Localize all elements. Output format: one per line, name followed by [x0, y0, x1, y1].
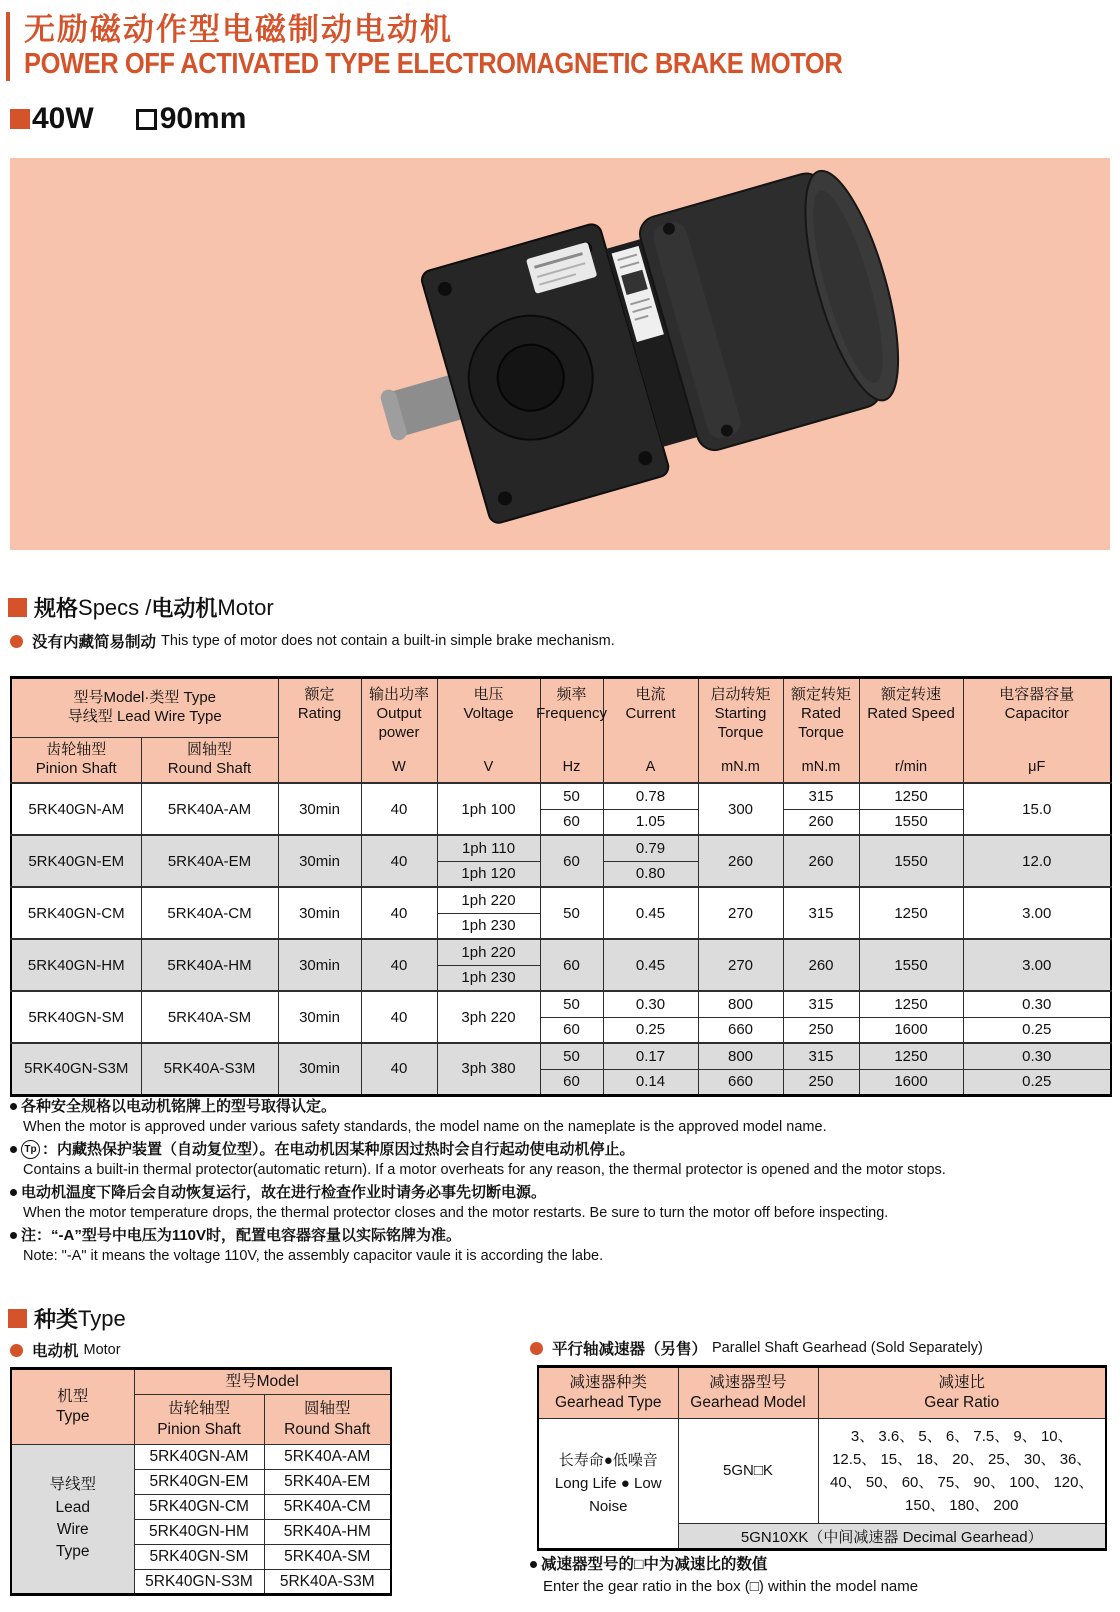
- cell-rating: 30min: [278, 783, 361, 835]
- page-title-block: [6, 12, 954, 81]
- cell-current: 0.25: [603, 1017, 698, 1043]
- spec-col-frequency: 频率 Frequency Hz: [540, 678, 603, 784]
- spec-row: [11, 991, 1111, 1017]
- cell-speed: 1250: [859, 991, 963, 1017]
- cell-cap: 15.0: [963, 783, 1111, 835]
- bullet-icon: [10, 1344, 23, 1357]
- orange-square-icon: [8, 598, 27, 617]
- cell-current: 1.05: [603, 809, 698, 835]
- spec-col-voltage: 电压 Voltage V: [437, 678, 540, 784]
- spec-row: [11, 783, 1111, 809]
- gearhead-row: [538, 1419, 1106, 1524]
- note-bullet-icon: [10, 1146, 17, 1153]
- cell-freq: 60: [540, 809, 603, 835]
- page-title-en: POWER OFF ACTIVATED TYPE ELECTROMAGNETIC BRAKE MOTOR: [24, 47, 843, 80]
- cell-rated: 260: [783, 809, 859, 835]
- specs-bullet-en: This type of motor does not contain a built-in simple brake mechanism.: [161, 633, 615, 649]
- type-col-machine: 机型 Type: [11, 1369, 134, 1445]
- cell-rating: 30min: [278, 887, 361, 939]
- cell-current: 0.78: [603, 783, 698, 809]
- motor-bullet-cn: 电动机: [32, 1343, 79, 1360]
- cell-round: 5RK40A-CM: [141, 887, 278, 939]
- frame-size-label: 90mm: [159, 102, 247, 135]
- cell-pinion: 5RK40GN-EM: [134, 1470, 264, 1495]
- note-bullet-icon: [10, 1189, 17, 1196]
- cell-pinion: 5RK40GN-CM: [11, 887, 141, 939]
- cell-voltage: 1ph 220: [437, 887, 540, 913]
- cell-speed: 1600: [859, 1069, 963, 1095]
- gear-ratio-cell: 3、 3.6、 5、 6、 7.5、 9、 10、 12.5、 15、 18、 20、 25、 30、 36、 40、 50、 60、 75、 90、 100、 120、 150、 180、 200: [818, 1419, 1106, 1524]
- type-heading-en: Type: [78, 1305, 126, 1331]
- cell-power: 40: [361, 783, 437, 835]
- spec-col-rating: 额定 Rating: [278, 678, 361, 784]
- cell-rated: 315: [783, 783, 859, 809]
- cell-starting: 270: [698, 939, 783, 991]
- motor-product-image: [10, 158, 1110, 550]
- open-square-icon: [136, 109, 157, 130]
- cell-freq: 60: [540, 1069, 603, 1095]
- cell-cap: 12.0: [963, 835, 1111, 887]
- type-heading-cn: 种类: [34, 1307, 79, 1332]
- cell-round: 5RK40A-S3M: [264, 1570, 391, 1595]
- motor-bullet-en: Motor: [83, 1342, 121, 1358]
- specs-table: [10, 676, 1112, 1097]
- cell-starting: 660: [698, 1069, 783, 1095]
- cell-pinion: 5RK40GN-CM: [134, 1495, 264, 1520]
- specs-heading-cn2: 电动机: [151, 596, 218, 621]
- specs-notes: [10, 1096, 1110, 1268]
- cell-freq: 50: [540, 1043, 603, 1069]
- note-en-text: Note: "-A" it means the voltage 110V, the assembly capacitor vaule it is according the labe.: [23, 1248, 604, 1264]
- cell-pinion: 5RK40GN-EM: [11, 835, 141, 887]
- cell-power: 40: [361, 939, 437, 991]
- cell-current: 0.17: [603, 1043, 698, 1069]
- spec-col-rated-speed: 额定转速 Rated Speed r/min: [859, 678, 963, 784]
- type-subcol-round: 圆轴型 Round Shaft: [264, 1395, 391, 1445]
- spec-subcol-pinion: 齿轮轴型 Pinion Shaft: [11, 737, 141, 783]
- note-bullet-icon: [530, 1561, 537, 1568]
- note-bullet-icon: [10, 1103, 17, 1110]
- cell-pinion: 5RK40GN-HM: [11, 939, 141, 991]
- cell-cap: 0.30: [963, 991, 1111, 1017]
- spec-col-output: 输出功率 Output power W: [361, 678, 437, 784]
- specs-heading-en: Motor: [217, 594, 274, 620]
- cell-round: 5RK40A-CM: [264, 1495, 391, 1520]
- cell-power: 40: [361, 887, 437, 939]
- spec-col-current: 电流 Current A: [603, 678, 698, 784]
- cell-starting: 660: [698, 1017, 783, 1043]
- specs-bullet-cn: 没有内藏简易制动: [32, 634, 157, 651]
- type-row: [11, 1445, 391, 1470]
- cell-voltage: 1ph 100: [437, 783, 540, 835]
- gearhead-type-cell: 长寿命●低噪音 Long Life ● Low Noise: [538, 1419, 678, 1550]
- cell-voltage: 1ph 220: [437, 939, 540, 965]
- cell-cap: 0.30: [963, 1043, 1111, 1069]
- cell-starting: 260: [698, 835, 783, 887]
- model-group-line1: 型号Model·类型 Type: [73, 689, 217, 707]
- cell-speed: 1550: [859, 939, 963, 991]
- cell-round: 5RK40A-SM: [264, 1545, 391, 1570]
- gearhead-col-model: 减速器型号 Gearhead Model: [678, 1367, 818, 1419]
- cell-freq: 50: [540, 991, 603, 1017]
- cell-rated: 250: [783, 1069, 859, 1095]
- cell-round: 5RK40A-HM: [141, 939, 278, 991]
- gearhead-bullet-cn: 平行轴减速器（另售）: [552, 1341, 708, 1358]
- size-line: [10, 102, 246, 136]
- cell-cap: 3.00: [963, 887, 1111, 939]
- specs-section-heading: [8, 592, 274, 623]
- type-section-heading: [8, 1303, 126, 1334]
- cell-round: 5RK40A-S3M: [141, 1043, 278, 1095]
- cell-round: 5RK40A-SM: [141, 991, 278, 1043]
- cell-pinion: 5RK40GN-SM: [11, 991, 141, 1043]
- type-subcol-pinion: 齿轮轴型 Pinion Shaft: [134, 1395, 264, 1445]
- decimal-gearhead-cell: 5GN10XK（中间减速器 Decimal Gearhead）: [678, 1524, 1106, 1550]
- cell-round: 5RK40A-EM: [141, 835, 278, 887]
- cell-freq: 50: [540, 887, 603, 939]
- cell-freq: 60: [540, 835, 603, 887]
- spec-subcol-round: 圆轴型 Round Shaft: [141, 737, 278, 783]
- note: [10, 1182, 1110, 1224]
- orange-square-icon: [10, 109, 30, 129]
- note-cn-text: 电动机温度下降后会自动恢复运行，故在进行检查作业时请务必事先切断电源。: [21, 1184, 547, 1201]
- cell-voltage: 1ph 230: [437, 913, 540, 939]
- cell-freq: 50: [540, 783, 603, 809]
- cell-voltage: 1ph 120: [437, 861, 540, 887]
- cell-pinion: 5RK40GN-AM: [134, 1445, 264, 1470]
- specs-bullet-line: [10, 630, 615, 652]
- cell-speed: 1250: [859, 783, 963, 809]
- cell-speed: 1600: [859, 1017, 963, 1043]
- spec-col-starting-torque: 启动转矩 Starting Torque mN.m: [698, 678, 783, 784]
- cell-voltage: 3ph 220: [437, 991, 540, 1043]
- cell-rating: 30min: [278, 1043, 361, 1095]
- specs-heading-cn: 规格: [34, 596, 79, 621]
- note: [10, 1096, 1110, 1138]
- cell-round: 5RK40A-AM: [264, 1445, 391, 1470]
- cell-speed: 1550: [859, 809, 963, 835]
- spec-row: [11, 887, 1111, 913]
- spec-row: [11, 939, 1111, 965]
- cell-speed: 1250: [859, 887, 963, 939]
- spec-row: [11, 1043, 1111, 1069]
- note: [10, 1139, 1110, 1181]
- cell-speed: 1550: [859, 835, 963, 887]
- gearhead-bullet-en: Parallel Shaft Gearhead (Sold Separately): [712, 1340, 983, 1356]
- note-cn-text: 注：“-A”型号中电压为110V时，配置电容器容量以实际铭牌为准。: [21, 1227, 462, 1244]
- cell-voltage: 1ph 110: [437, 835, 540, 861]
- spec-row: [11, 835, 1111, 861]
- cell-pinion: 5RK40GN-HM: [134, 1520, 264, 1545]
- cell-current: 0.45: [603, 887, 698, 939]
- bullet-icon: [10, 635, 23, 648]
- cell-rated: 260: [783, 835, 859, 887]
- cell-power: 40: [361, 835, 437, 887]
- cell-rated: 260: [783, 939, 859, 991]
- bullet-icon: [530, 1342, 543, 1355]
- cell-rating: 30min: [278, 835, 361, 887]
- cell-current: 0.30: [603, 991, 698, 1017]
- motor-type-table: [10, 1367, 392, 1596]
- gearhead-model-cell: 5GN□K: [678, 1419, 818, 1524]
- cell-starting: 300: [698, 783, 783, 835]
- cell-freq: 60: [540, 1017, 603, 1043]
- cell-voltage: 1ph 230: [437, 965, 540, 991]
- cell-rating: 30min: [278, 939, 361, 991]
- note-cn-text: ：内藏热保护装置（自动复位型）。在电动机因某种原因过热时会自行起动使电动机停止。: [42, 1141, 635, 1158]
- note-cn-text: 各种安全规格以电动机铭牌上的型号取得认定。: [21, 1098, 337, 1115]
- motor-bullet-line: [10, 1339, 121, 1361]
- gearhead-col-type: 减速器种类 Gearhead Type: [538, 1367, 678, 1419]
- cell-speed: 1250: [859, 1043, 963, 1069]
- cell-rated: 315: [783, 1043, 859, 1069]
- cell-current: 0.79: [603, 835, 698, 861]
- cell-starting: 800: [698, 991, 783, 1017]
- power-label: 40W: [32, 102, 94, 135]
- note: [10, 1225, 1110, 1267]
- spec-col-rated-torque: 额定转矩 Rated Torque mN.m: [783, 678, 859, 784]
- page-title-cn: 无励磁动作型电磁制动电动机: [24, 12, 453, 47]
- gearhead-table: [537, 1365, 1107, 1551]
- gearhead-col-ratio: 减速比 Gear Ratio: [818, 1367, 1106, 1419]
- cell-power: 40: [361, 1043, 437, 1095]
- note-en-text: When the motor is approved under various safety standards, the model name on the nameplate is the approved model name.: [23, 1119, 827, 1135]
- thermal-protector-icon: Tp: [21, 1140, 40, 1159]
- cell-power: 40: [361, 991, 437, 1043]
- note-bullet-icon: [10, 1232, 17, 1239]
- cell-rated: 315: [783, 887, 859, 939]
- cell-cap: 3.00: [963, 939, 1111, 991]
- lead-wire-type-cell: 导线型 Lead Wire Type: [11, 1445, 134, 1595]
- cell-round: 5RK40A-EM: [264, 1470, 391, 1495]
- cell-rating: 30min: [278, 991, 361, 1043]
- spec-col-model-group: [11, 678, 278, 738]
- cell-rated: 250: [783, 1017, 859, 1043]
- cell-cap: 0.25: [963, 1017, 1111, 1043]
- spec-col-capacitor: 电容器容量 Capacitor μF: [963, 678, 1111, 784]
- orange-square-icon: [8, 1309, 27, 1328]
- cell-pinion: 5RK40GN-S3M: [134, 1570, 264, 1595]
- cell-cap: 0.25: [963, 1069, 1111, 1095]
- cell-current: 0.45: [603, 939, 698, 991]
- gearhead-note-cn: 减速器型号的□中为减速比的数值: [541, 1556, 768, 1573]
- specs-heading-mid: Specs /: [78, 594, 152, 620]
- cell-starting: 270: [698, 887, 783, 939]
- cell-freq: 60: [540, 939, 603, 991]
- note-en-text: When the motor temperature drops, the thermal protector closes and the motor restarts. Be sure to turn the motor off before inspecting.: [23, 1205, 889, 1221]
- cell-starting: 800: [698, 1043, 783, 1069]
- type-col-model-group: 型号Model: [134, 1369, 391, 1395]
- cell-round: 5RK40A-HM: [264, 1520, 391, 1545]
- product-photo-panel: [10, 158, 1110, 550]
- note-en-text: Contains a built-in thermal protector(automatic return). If a motor overheats for any reason, the thermal protector is opened and the motor stops.: [23, 1162, 946, 1178]
- gearhead-note: [530, 1553, 918, 1598]
- gearhead-bullet-line: [530, 1337, 983, 1359]
- cell-pinion: 5RK40GN-SM: [134, 1545, 264, 1570]
- cell-pinion: 5RK40GN-S3M: [11, 1043, 141, 1095]
- cell-current: 0.80: [603, 861, 698, 887]
- cell-voltage: 3ph 380: [437, 1043, 540, 1095]
- cell-current: 0.14: [603, 1069, 698, 1095]
- cell-pinion: 5RK40GN-AM: [11, 783, 141, 835]
- cell-rated: 315: [783, 991, 859, 1017]
- model-group-line2: 导线型 Lead Wire Type: [67, 707, 222, 725]
- gearhead-note-en: Enter the gear ratio in the box (□) within the model name: [543, 1578, 919, 1595]
- cell-round: 5RK40A-AM: [141, 783, 278, 835]
